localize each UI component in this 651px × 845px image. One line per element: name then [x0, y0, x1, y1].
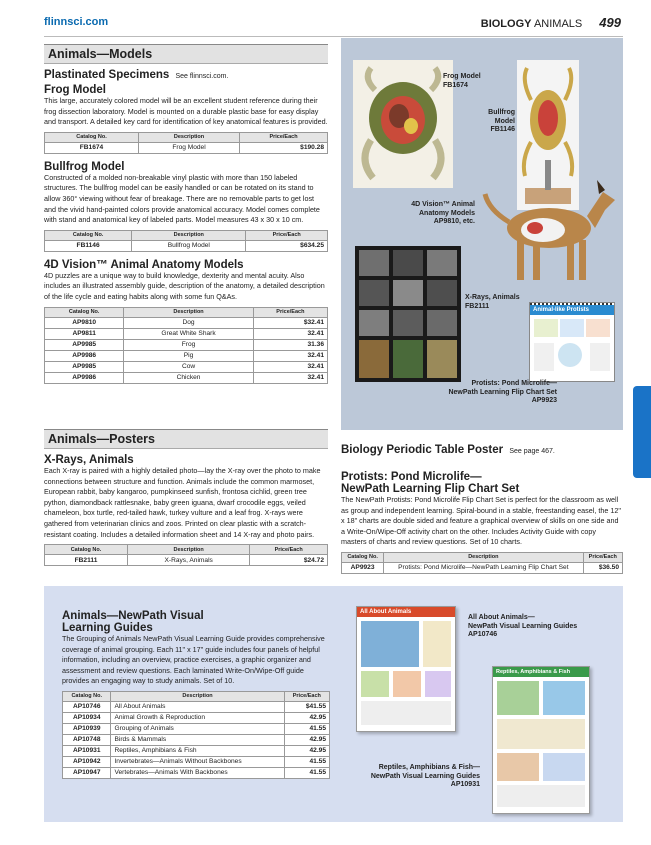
newpath-table — [62, 691, 330, 779]
price: $190.28 — [240, 142, 328, 153]
col-header: Description — [384, 552, 583, 562]
description: Pig — [124, 350, 253, 361]
frog-title: Frog Model — [44, 84, 106, 96]
protists-table — [341, 552, 623, 574]
table-row — [45, 361, 328, 372]
table-row — [45, 328, 328, 339]
table-row — [342, 562, 623, 573]
site-url[interactable]: flinnsci.com — [44, 16, 109, 28]
subsection-label: ANIMALS — [533, 18, 583, 30]
table-row — [45, 142, 328, 153]
caption-line: X-Rays, Animals — [465, 294, 520, 301]
models-column — [44, 44, 328, 384]
caption-line: NewPath Visual Learning Guides — [468, 622, 578, 630]
caption-line: FB1674 — [443, 81, 468, 89]
col-header: Catalog No. — [45, 132, 139, 142]
frog-description: This large, accurately colored model will be an excellent student reference during their frog dissection laboratory. Model is mounted on a durable plastic base for easy display and transport. A detailed key card for identification of key anatomical features is provided. — [44, 96, 328, 127]
plastinated-see: See flinnsci.com. — [175, 73, 229, 80]
protists-title-1: Protists: Pond Microlife— — [341, 471, 482, 483]
catalog-no: FB1674 — [45, 142, 139, 153]
description: Chicken — [124, 372, 253, 383]
description: All About Animals — [111, 701, 284, 712]
caption-line: Reptiles, Amphibians & Fish— — [378, 764, 480, 771]
price: 42.95 — [284, 734, 329, 745]
table-row — [63, 767, 330, 778]
price: 32.41 — [253, 328, 327, 339]
description: Animal Growth & Reproduction — [111, 712, 284, 723]
guide-title-bar: All About Animals — [357, 607, 455, 617]
table-row — [63, 723, 330, 734]
protists-title-2: NewPath Learning Flip Chart Set — [341, 483, 520, 495]
table-row — [63, 734, 330, 745]
price: $36.50 — [583, 562, 623, 573]
frog-model-icon — [353, 60, 453, 188]
col-header: Price/Each — [253, 307, 327, 317]
description: Cow — [124, 361, 253, 372]
catalog-no: AP9985 — [45, 361, 124, 372]
protists-block — [341, 471, 623, 574]
plastinated-title: Plastinated Specimens — [44, 69, 170, 81]
newpath-title-1: Animals—NewPath Visual — [62, 610, 204, 622]
product-photo-panel — [341, 38, 623, 430]
description: Reptiles, Amphibians & Fish — [111, 745, 284, 756]
table-row — [45, 555, 328, 566]
table-row — [63, 712, 330, 723]
col-header: Catalog No. — [45, 545, 128, 555]
page-number: 499 — [599, 15, 621, 30]
catalog-no: AP10934 — [63, 712, 111, 723]
col-header: Price/Each — [246, 230, 328, 240]
col-header: Description — [127, 545, 249, 555]
col-header: Price/Each — [583, 552, 623, 562]
caption-line: Anatomy Models — [418, 209, 475, 217]
catalog-no: AP9923 — [342, 562, 384, 573]
col-header: Description — [111, 691, 284, 701]
table-row — [45, 339, 328, 350]
frog-table — [44, 132, 328, 154]
section-title-models: Animals—Models — [44, 44, 328, 64]
guide-reptiles — [492, 666, 590, 814]
caption-line: AP9923 — [531, 397, 557, 404]
price: 42.95 — [284, 745, 329, 756]
vision-table — [44, 307, 328, 384]
price: 32.41 — [253, 350, 327, 361]
caption-line: NewPath Visual Learning Guides — [370, 772, 480, 780]
caption-line: Model — [494, 117, 515, 125]
protists-description: The NewPath Protists: Pond Microlife Flip Chart Set is perfect for the classroom as well as group and independent learning. Spiral-bound in a stable, freestanding easel, the 12" x 18" charts are double sided and feature a graphical overview of skills on one side and a Write-On/Wipe-Off activity chart on the other. Includes Activity Guide with copy masters of charts and review questions. Set of 10 charts. — [341, 495, 621, 547]
table-row — [45, 350, 328, 361]
caption-vision — [405, 201, 475, 227]
price: $32.41 — [253, 317, 327, 328]
catalog-no: AP10746 — [63, 701, 111, 712]
plastinated-heading — [44, 69, 328, 81]
price: $41.55 — [284, 701, 329, 712]
description: Frog — [124, 339, 253, 350]
vision-title: 4D Vision™ Animal Anatomy Models — [44, 258, 244, 271]
description: Frog Model — [139, 142, 240, 153]
col-header: Description — [124, 307, 253, 317]
flipchart-content-icon — [530, 315, 614, 377]
col-header: Price/Each — [240, 132, 328, 142]
caption-line: All About Animals— — [468, 614, 535, 621]
description: Protists: Pond Microlife—NewPath Learning Flip Chart Set — [384, 562, 583, 573]
caption-frog-model — [443, 73, 493, 90]
caption-line: 4D Vision™ Animal — [411, 201, 475, 208]
bullfrog-title: Bullfrog Model — [44, 160, 125, 173]
guide-content-icon — [357, 617, 455, 729]
guide-content-icon — [493, 677, 589, 811]
col-header: Catalog No. — [342, 552, 384, 562]
price: 31.36 — [253, 339, 327, 350]
col-header: Catalog No. — [45, 307, 124, 317]
table-row — [63, 745, 330, 756]
posters-column — [44, 429, 328, 566]
xray-photos — [355, 246, 461, 382]
dog-model-icon — [479, 170, 621, 288]
price: $634.25 — [246, 240, 328, 251]
catalog-no: AP10748 — [63, 734, 111, 745]
running-header — [481, 15, 621, 30]
caption-line: AP10746 — [468, 631, 498, 638]
caption-reptiles — [356, 764, 480, 790]
section-tab[interactable] — [633, 386, 651, 478]
frog-model-photo — [353, 60, 453, 188]
catalog-no: AP10931 — [63, 745, 111, 756]
newpath-panel — [44, 586, 623, 822]
flipchart-title: Animal-like Protists — [530, 305, 614, 315]
price: 41.55 — [284, 723, 329, 734]
periodic-see: See page 467. — [509, 448, 555, 455]
catalog-no: AP10939 — [63, 723, 111, 734]
caption-line: FB2111 — [465, 302, 490, 310]
catalog-no: FB1146 — [45, 240, 132, 251]
col-header: Price/Each — [250, 545, 328, 555]
xray-title: X-Rays, Animals — [44, 454, 134, 466]
description: Dog — [124, 317, 253, 328]
caption-protists — [401, 380, 557, 406]
newpath-title-2: Learning Guides — [62, 622, 153, 634]
table-row — [63, 756, 330, 767]
bullfrog-description: Constructed of a molded non-breakable vinyl plastic with more than 150 labeled structures. The bullfrog model can be easily handled or can be rotated on its stand to allow 360° viewing without fear of breakage. There are no removable parts to get lost and the vivid hand-painted colors provide anatomical accuracy. Model comes complete with stand and anatomical key of labeled parts. Model measures 43 x 30 x 10 cm. — [44, 172, 320, 225]
col-header: Catalog No. — [63, 691, 111, 701]
xray-table — [44, 544, 328, 566]
caption-bullfrog-model — [475, 109, 515, 135]
xray-description: Each X-ray is paired with a highly detailed photo—lay the X-ray over the photo to make connections between structure and function. Animals include the common marmoset, European rabbit, baby kangaroo, pumpkinseed sunfish, frontosa cichlid, green tree python, diamondback rattlesnake, baby green iguana, dwarf crocodile eggs, veiled chameleon, box turtle, red-tailed hawk, turkey vulture and a leaf frog. X-rays were gathered from veterinarian clinics and zoos. Printed on clear plastic with a scratch-resistant coating. Includes a detailed information sheet and 14 X-ray and photo pairs. — [44, 466, 321, 539]
periodic-heading — [341, 444, 623, 456]
header-divider — [44, 36, 623, 37]
price: 42.95 — [284, 712, 329, 723]
description: Invertebrates—Animals Without Backbones — [111, 756, 284, 767]
xray-collage-icon — [355, 246, 461, 382]
price: 32.41 — [253, 361, 327, 372]
caption-line: NewPath Learning Flip Chart Set — [448, 388, 557, 396]
price: $24.72 — [250, 555, 328, 566]
guide-title-bar: Reptiles, Amphibians & Fish — [493, 667, 589, 677]
description: Great White Shark — [124, 328, 253, 339]
table-row — [45, 317, 328, 328]
catalog-no: AP10947 — [63, 767, 111, 778]
price: 41.55 — [284, 767, 329, 778]
guide-all-about-animals — [356, 606, 456, 732]
periodic-title: Biology Periodic Table Poster — [341, 444, 504, 456]
protists-flipchart-photo — [529, 302, 615, 382]
col-header: Price/Each — [284, 691, 329, 701]
table-row — [45, 240, 328, 251]
table-row — [45, 372, 328, 383]
caption-line: Bullfrog — [488, 109, 515, 116]
caption-line: AP9810, etc. — [433, 218, 475, 225]
section-title-posters: Animals—Posters — [44, 429, 328, 449]
catalog-no: AP9985 — [45, 339, 124, 350]
caption-line: Frog Model — [443, 73, 481, 80]
catalog-no: AP10942 — [63, 756, 111, 767]
bullfrog-table — [44, 230, 328, 252]
price: 32.41 — [253, 372, 327, 383]
catalog-no: AP9810 — [45, 317, 124, 328]
description: Bullfrog Model — [132, 240, 246, 251]
table-row — [63, 701, 330, 712]
caption-all-about-animals — [468, 614, 608, 640]
description: Vertebrates—Animals With Backbones — [111, 767, 284, 778]
section-label: BIOLOGY — [480, 18, 532, 30]
catalog-no: AP9811 — [45, 328, 124, 339]
col-header: Description — [132, 230, 246, 240]
description: Grouping of Animals — [111, 723, 284, 734]
caption-xrays — [465, 294, 529, 311]
catalog-no: FB2111 — [45, 555, 128, 566]
vision-description: 4D puzzles are a unique way to build knowledge, dexterity and mental acuity. Also includes an illustrated assembly guide, description of the anatomy, a detailed description of the life cycle and eating habits along with some fun Q&As. — [44, 270, 325, 301]
col-header: Description — [139, 132, 240, 142]
newpath-text-block — [62, 610, 330, 779]
price: 41.55 — [284, 756, 329, 767]
col-header: Catalog No. — [45, 230, 132, 240]
caption-line: AP10931 — [450, 781, 480, 788]
catalog-no: AP9986 — [45, 372, 124, 383]
description: Birds & Mammals — [111, 734, 284, 745]
newpath-description: The Grouping of Animals NewPath Visual Learning Guide provides comprehensive coverage of animal grouping. Each 11" x 17" guide includes four panels of helpful information, including an overview, practice exercises, a graphic organizer and assessment and review questions. Each laminated Write-On/Wipe-Off guide provides an engaging way to study animals. Set of 10. — [62, 634, 325, 686]
description: X-Rays, Animals — [127, 555, 249, 566]
caption-line: FB1146 — [490, 126, 515, 133]
caption-line: Protists: Pond Microlife— — [471, 380, 557, 387]
catalog-no: AP9986 — [45, 350, 124, 361]
